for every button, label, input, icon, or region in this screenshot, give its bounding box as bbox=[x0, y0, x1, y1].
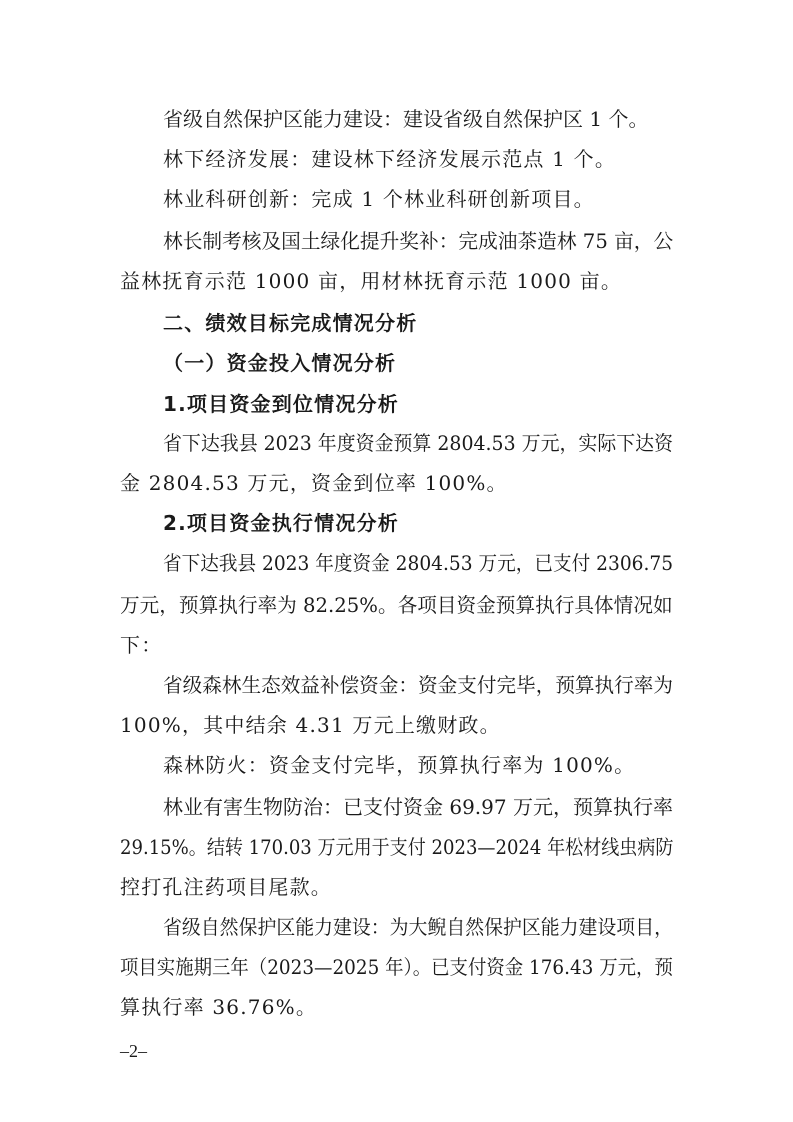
paragraph-forest-chief-line2: 益林抚育示范 1000 亩，用材林抚育示范 1000 亩。 bbox=[120, 269, 623, 293]
paragraph-pest-control-line1: 林业有害生物防治：已支付资金 69.97 万元，预算执行率 bbox=[163, 795, 673, 819]
page-number: –2– bbox=[120, 1041, 147, 1061]
paragraph-reserve-project-line1: 省级自然保护区能力建设：为大鲵自然保护区能力建设项目， bbox=[163, 915, 673, 939]
heading-fund-arrival: 1.项目资金到位情况分析 bbox=[163, 392, 399, 416]
heading-level-2: 二、绩效目标完成情况分析 bbox=[163, 311, 418, 335]
paragraph-reserve-project-line2: 项目实施期三年（2023—2025 年）。已支付资金 176.43 万元，预 bbox=[120, 955, 673, 979]
paragraph-forest-economy: 林下经济发展：建设林下经济发展示范点 1 个。 bbox=[163, 147, 617, 171]
paragraph-reserve-project-line3: 算执行率 36.76%。 bbox=[120, 995, 318, 1019]
paragraph-fund-execution-line3: 下： bbox=[120, 633, 163, 657]
paragraph-forestry-research: 林业科研创新：完成 1 个林业科研创新项目。 bbox=[163, 187, 595, 211]
paragraph-nature-reserve-capacity: 省级自然保护区能力建设：建设省级自然保护区 1 个。 bbox=[163, 107, 649, 131]
paragraph-fund-execution-line2: 万元，预算执行率为 82.25%。各项目资金预算执行具体情况如 bbox=[120, 593, 673, 617]
paragraph-ecological-compensation-line2: 100%，其中结余 4.31 万元上缴财政。 bbox=[120, 713, 501, 737]
heading-level-3: （一）资金投入情况分析 bbox=[163, 351, 397, 375]
paragraph-fund-arrival-line2: 金 2804.53 万元，资金到位率 100%。 bbox=[120, 471, 508, 495]
paragraph-fund-execution-line1: 省下达我县 2023 年度资金 2804.53 万元，已支付 2306.75 bbox=[163, 551, 674, 575]
paragraph-forest-fire-prevention: 森林防火：资金支付完毕，预算执行率为 100%。 bbox=[163, 753, 636, 777]
paragraph-pest-control-line2: 29.15%。结转 170.03 万元用于支付 2023—2024 年松材线虫病防 bbox=[120, 835, 674, 859]
paragraph-forest-chief-line1: 林长制考核及国土绿化提升奖补：完成油茶造林 75 亩，公 bbox=[163, 229, 674, 253]
paragraph-fund-arrival-line1: 省下达我县 2023 年度资金预算 2804.53 万元，实际下达资 bbox=[163, 431, 674, 455]
paragraph-pest-control-line3: 控打孔注药项目尾款。 bbox=[120, 875, 332, 899]
heading-fund-execution: 2.项目资金执行情况分析 bbox=[163, 511, 399, 535]
paragraph-ecological-compensation-line1: 省级森林生态效益补偿资金：资金支付完毕，预算执行率为 bbox=[163, 673, 674, 697]
